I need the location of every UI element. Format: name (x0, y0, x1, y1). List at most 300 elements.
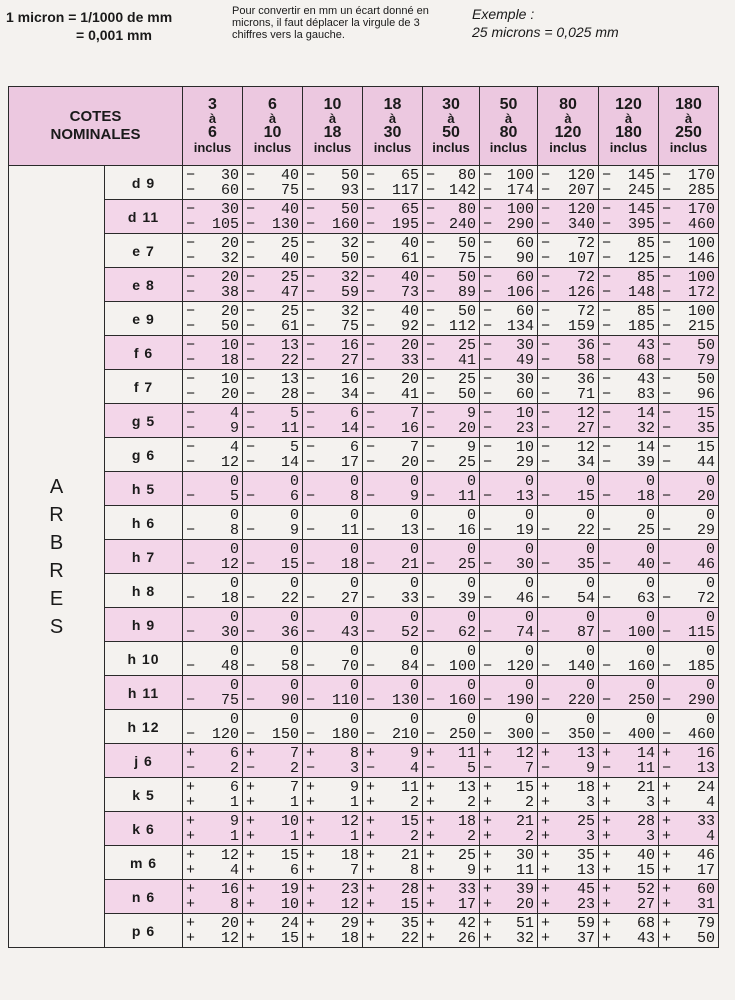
upper-deviation (483, 644, 534, 659)
sign: − (426, 317, 436, 335)
upper-deviation (366, 236, 419, 251)
upper-deviation (186, 168, 239, 183)
range-a: à (624, 111, 633, 126)
sign: − (366, 589, 376, 607)
sign: − (662, 404, 672, 422)
deviation-cell (363, 642, 423, 676)
sign: − (483, 336, 493, 354)
sign: + (186, 880, 196, 898)
upper-deviation (662, 236, 715, 251)
sign: + (662, 827, 672, 845)
deviation-cell (363, 472, 423, 506)
sign: − (602, 487, 612, 505)
value: 12 (576, 438, 595, 456)
upper-deviation (662, 304, 715, 319)
value: 220 (567, 691, 595, 709)
tolerance-class: j 6 (105, 744, 183, 778)
value: 159 (567, 317, 595, 335)
value: 0 (409, 608, 419, 626)
value: 72 (576, 234, 595, 252)
deviation-cell (659, 744, 719, 778)
value: 50 (457, 268, 476, 286)
deviation-cell (303, 914, 363, 948)
upper-deviation (426, 644, 476, 659)
value: 0 (585, 574, 595, 592)
sign: − (483, 370, 493, 388)
size-range-header (183, 87, 243, 166)
sign: + (186, 914, 196, 932)
upper-deviation (186, 678, 239, 693)
upper-deviation (483, 814, 534, 829)
sign: − (602, 589, 612, 607)
lower-deviation (426, 761, 476, 776)
range-hi: 120 (554, 124, 582, 141)
lower-deviation (426, 591, 476, 606)
lower-deviation (541, 421, 595, 436)
value: 40 (280, 200, 299, 218)
sign: − (541, 453, 551, 471)
deviation-cell (423, 540, 480, 574)
upper-deviation (541, 304, 595, 319)
sign: − (186, 215, 196, 233)
deviation-cell (599, 608, 659, 642)
sign: − (602, 336, 612, 354)
value: 0 (289, 540, 299, 558)
upper-deviation (602, 338, 655, 353)
sign: − (426, 215, 436, 233)
range-inc: inclus (193, 140, 232, 155)
sign: − (306, 725, 316, 743)
value: 0 (524, 642, 534, 660)
upper-deviation (246, 746, 299, 761)
sign: + (186, 827, 196, 845)
deviation-cell (243, 370, 303, 404)
upper-deviation (306, 678, 359, 693)
deviation-cell (303, 846, 363, 880)
value: 100 (627, 623, 655, 641)
lower-deviation (186, 319, 239, 334)
example-label: Exemple : (472, 6, 535, 22)
sign: − (662, 234, 672, 252)
value: 35 (576, 555, 595, 573)
upper-deviation (426, 780, 476, 795)
tolerance-class: e 9 (105, 302, 183, 336)
lower-deviation (541, 455, 595, 470)
upper-deviation (541, 712, 595, 727)
lower-deviation (186, 829, 239, 844)
value: 6 (229, 778, 239, 796)
sign: − (541, 521, 551, 539)
deviation-cell (599, 846, 659, 880)
value: 85 (636, 268, 655, 286)
sign: − (483, 759, 493, 777)
sign: − (246, 283, 256, 301)
lower-deviation (186, 353, 239, 368)
sign: − (662, 166, 672, 184)
lower-deviation (306, 319, 359, 334)
lower-deviation (366, 829, 419, 844)
value: 18 (636, 487, 655, 505)
value: 22 (280, 351, 299, 369)
upper-deviation (426, 270, 476, 285)
sign: − (662, 385, 672, 403)
lower-deviation (306, 523, 359, 538)
lower-deviation (602, 931, 655, 946)
sign: + (366, 861, 376, 879)
sign: − (541, 589, 551, 607)
lower-deviation (541, 285, 595, 300)
value: 90 (280, 691, 299, 709)
lower-deviation (483, 693, 534, 708)
upper-deviation (366, 678, 419, 693)
sign: − (186, 487, 196, 505)
lower-deviation (483, 727, 534, 742)
deviation-cell (363, 200, 423, 234)
upper-deviation (662, 848, 715, 863)
upper-deviation (186, 202, 239, 217)
value: 25 (280, 268, 299, 286)
deviation-cell (480, 404, 538, 438)
lower-deviation (662, 693, 715, 708)
upper-deviation (186, 542, 239, 557)
sign: − (541, 283, 551, 301)
value: 50 (457, 385, 476, 403)
sign: − (483, 249, 493, 267)
deviation-cell (480, 744, 538, 778)
sign: − (602, 691, 612, 709)
upper-deviation (306, 916, 359, 931)
lower-deviation (186, 251, 239, 266)
deviation-cell (659, 336, 719, 370)
lower-deviation (186, 455, 239, 470)
tolerance-row (9, 574, 719, 608)
value: 126 (567, 283, 595, 301)
value: 27 (340, 589, 359, 607)
sign: − (306, 385, 316, 403)
size-range-header (363, 87, 423, 166)
deviation-cell (480, 846, 538, 880)
sign: − (483, 419, 493, 437)
sign: + (602, 827, 612, 845)
upper-deviation (483, 474, 534, 489)
value: 400 (627, 725, 655, 743)
value: 36 (576, 370, 595, 388)
value: 30 (220, 623, 239, 641)
range-inc: inclus (373, 140, 412, 155)
sign: − (306, 657, 316, 675)
value: 54 (576, 589, 595, 607)
sign: + (246, 793, 256, 811)
value: 3 (585, 793, 595, 811)
sign: + (483, 778, 493, 796)
lower-deviation (541, 693, 595, 708)
sign: − (602, 555, 612, 573)
sign: − (541, 268, 551, 286)
lower-deviation (186, 557, 239, 572)
value: 32 (340, 234, 359, 252)
upper-deviation (483, 780, 534, 795)
sign: − (246, 759, 256, 777)
deviation-cell (538, 574, 599, 608)
sign: − (483, 623, 493, 641)
upper-deviation (602, 610, 655, 625)
upper-deviation (306, 814, 359, 829)
deviation-cell (538, 540, 599, 574)
upper-deviation (306, 780, 359, 795)
value: 4 (705, 793, 715, 811)
deviation-cell (243, 166, 303, 200)
lower-deviation (426, 183, 476, 198)
value: 12 (515, 744, 534, 762)
upper-deviation (483, 712, 534, 727)
lower-deviation (483, 387, 534, 402)
sign: − (306, 215, 316, 233)
upper-deviation (366, 780, 419, 795)
value: 20 (220, 914, 239, 932)
sign: + (186, 778, 196, 796)
deviation-cell (303, 812, 363, 846)
upper-deviation (602, 916, 655, 931)
value: 0 (705, 540, 715, 558)
value: 0 (349, 608, 359, 626)
lower-deviation (306, 863, 359, 878)
tolerance-class: h 7 (105, 540, 183, 574)
value: 0 (409, 472, 419, 490)
sign: − (186, 268, 196, 286)
value: 0 (466, 506, 476, 524)
deviation-cell (538, 642, 599, 676)
value: 0 (289, 472, 299, 490)
value: 16 (457, 521, 476, 539)
upper-deviation (662, 474, 715, 489)
sign: − (483, 438, 493, 456)
sign: − (366, 249, 376, 267)
size-range-header (599, 87, 659, 166)
sign: − (306, 268, 316, 286)
value: 40 (636, 555, 655, 573)
deviation-cell (243, 506, 303, 540)
lower-deviation (186, 591, 239, 606)
sign: − (306, 555, 316, 573)
value: 8 (229, 895, 239, 913)
value: 4 (229, 404, 239, 422)
sign: + (662, 880, 672, 898)
value: 25 (457, 370, 476, 388)
deviation-cell (423, 336, 480, 370)
lower-deviation (186, 625, 239, 640)
value: 240 (448, 215, 476, 233)
value: 50 (340, 166, 359, 184)
sign: − (426, 234, 436, 252)
value: 31 (696, 895, 715, 913)
value: 28 (280, 385, 299, 403)
sign: − (541, 623, 551, 641)
upper-deviation (306, 576, 359, 591)
lower-deviation (602, 353, 655, 368)
upper-deviation (602, 848, 655, 863)
lower-deviation (426, 489, 476, 504)
deviation-cell (243, 914, 303, 948)
deviation-cell (599, 438, 659, 472)
lower-deviation (306, 625, 359, 640)
deviation-cell (423, 574, 480, 608)
deviation-cell (659, 234, 719, 268)
lower-deviation (541, 761, 595, 776)
upper-deviation (483, 406, 534, 421)
sign: − (426, 657, 436, 675)
sign: − (306, 623, 316, 641)
value: 21 (400, 555, 419, 573)
value: 9 (409, 744, 419, 762)
value: 120 (211, 725, 239, 743)
deviation-cell (538, 506, 599, 540)
upper-deviation (246, 576, 299, 591)
value: 0 (585, 472, 595, 490)
value: 29 (340, 914, 359, 932)
upper-deviation (662, 576, 715, 591)
deviation-cell (599, 370, 659, 404)
sign: + (662, 778, 672, 796)
sign: − (186, 385, 196, 403)
lower-deviation (483, 319, 534, 334)
value: 52 (636, 880, 655, 898)
sign: − (186, 234, 196, 252)
range-hi: 30 (383, 124, 402, 141)
value: 1 (289, 793, 299, 811)
deviation-cell (243, 302, 303, 336)
sign: + (602, 778, 612, 796)
upper-deviation (602, 814, 655, 829)
deviation-cell (243, 744, 303, 778)
value: 80 (457, 200, 476, 218)
lower-deviation (306, 557, 359, 572)
sign: − (306, 336, 316, 354)
upper-deviation (366, 644, 419, 659)
upper-deviation (366, 202, 419, 217)
upper-deviation (662, 610, 715, 625)
upper-deviation (366, 916, 419, 931)
value: 0 (645, 710, 655, 728)
value: 0 (229, 608, 239, 626)
deviation-cell (659, 370, 719, 404)
sign: + (306, 880, 316, 898)
sign: + (246, 744, 256, 762)
sign: − (602, 404, 612, 422)
lower-deviation (602, 455, 655, 470)
sign: − (366, 404, 376, 422)
lower-deviation (662, 591, 715, 606)
lower-deviation (306, 591, 359, 606)
sign: + (602, 793, 612, 811)
value: 0 (409, 540, 419, 558)
upper-deviation (426, 440, 476, 455)
value: 4 (229, 438, 239, 456)
lower-deviation (483, 931, 534, 946)
lower-deviation (662, 931, 715, 946)
value: 185 (627, 317, 655, 335)
lower-deviation (662, 489, 715, 504)
lower-deviation (541, 727, 595, 742)
lower-deviation (306, 285, 359, 300)
upper-deviation (366, 508, 419, 523)
value: 42 (457, 914, 476, 932)
sign: − (246, 336, 256, 354)
upper-deviation (366, 848, 419, 863)
value: 15 (280, 929, 299, 947)
upper-deviation (426, 848, 476, 863)
sign: − (541, 385, 551, 403)
deviation-cell (243, 438, 303, 472)
lower-deviation (602, 625, 655, 640)
value: 0 (585, 540, 595, 558)
sign: − (541, 181, 551, 199)
value: 12 (220, 929, 239, 947)
upper-deviation (246, 780, 299, 795)
deviation-cell (183, 200, 243, 234)
sign: − (186, 404, 196, 422)
lower-deviation (306, 421, 359, 436)
deviation-cell (480, 200, 538, 234)
lower-deviation (306, 251, 359, 266)
value: 9 (349, 778, 359, 796)
value: 93 (340, 181, 359, 199)
sign: − (306, 589, 316, 607)
sign: + (186, 812, 196, 830)
upper-deviation (306, 474, 359, 489)
lower-deviation (541, 931, 595, 946)
upper-deviation (186, 780, 239, 795)
sign: + (662, 812, 672, 830)
tolerance-class: h 9 (105, 608, 183, 642)
tolerance-row (9, 370, 719, 404)
sign: + (366, 880, 376, 898)
sign: − (366, 351, 376, 369)
value: 120 (506, 657, 534, 675)
sign: − (541, 370, 551, 388)
sign: + (306, 812, 316, 830)
value: 0 (705, 574, 715, 592)
lower-deviation (662, 897, 715, 912)
upper-deviation (306, 202, 359, 217)
value: 1 (349, 793, 359, 811)
deviation-cell (303, 540, 363, 574)
sign: − (306, 181, 316, 199)
value: 30 (515, 846, 534, 864)
sign: + (246, 880, 256, 898)
deviation-cell (538, 200, 599, 234)
lower-deviation (366, 591, 419, 606)
sign: − (246, 234, 256, 252)
upper-deviation (426, 236, 476, 251)
deviation-cell (659, 846, 719, 880)
value: 63 (636, 589, 655, 607)
value: 46 (515, 589, 534, 607)
value: 18 (457, 812, 476, 830)
range-a: à (684, 111, 693, 126)
upper-deviation (662, 746, 715, 761)
value: 34 (576, 453, 595, 471)
sign: − (186, 370, 196, 388)
value: 100 (687, 234, 715, 252)
sign: − (602, 181, 612, 199)
upper-deviation (602, 372, 655, 387)
deviation-cell (659, 438, 719, 472)
upper-deviation (602, 270, 655, 285)
sign: + (366, 812, 376, 830)
deviation-cell (423, 812, 480, 846)
deviation-cell (599, 778, 659, 812)
lower-deviation (306, 489, 359, 504)
